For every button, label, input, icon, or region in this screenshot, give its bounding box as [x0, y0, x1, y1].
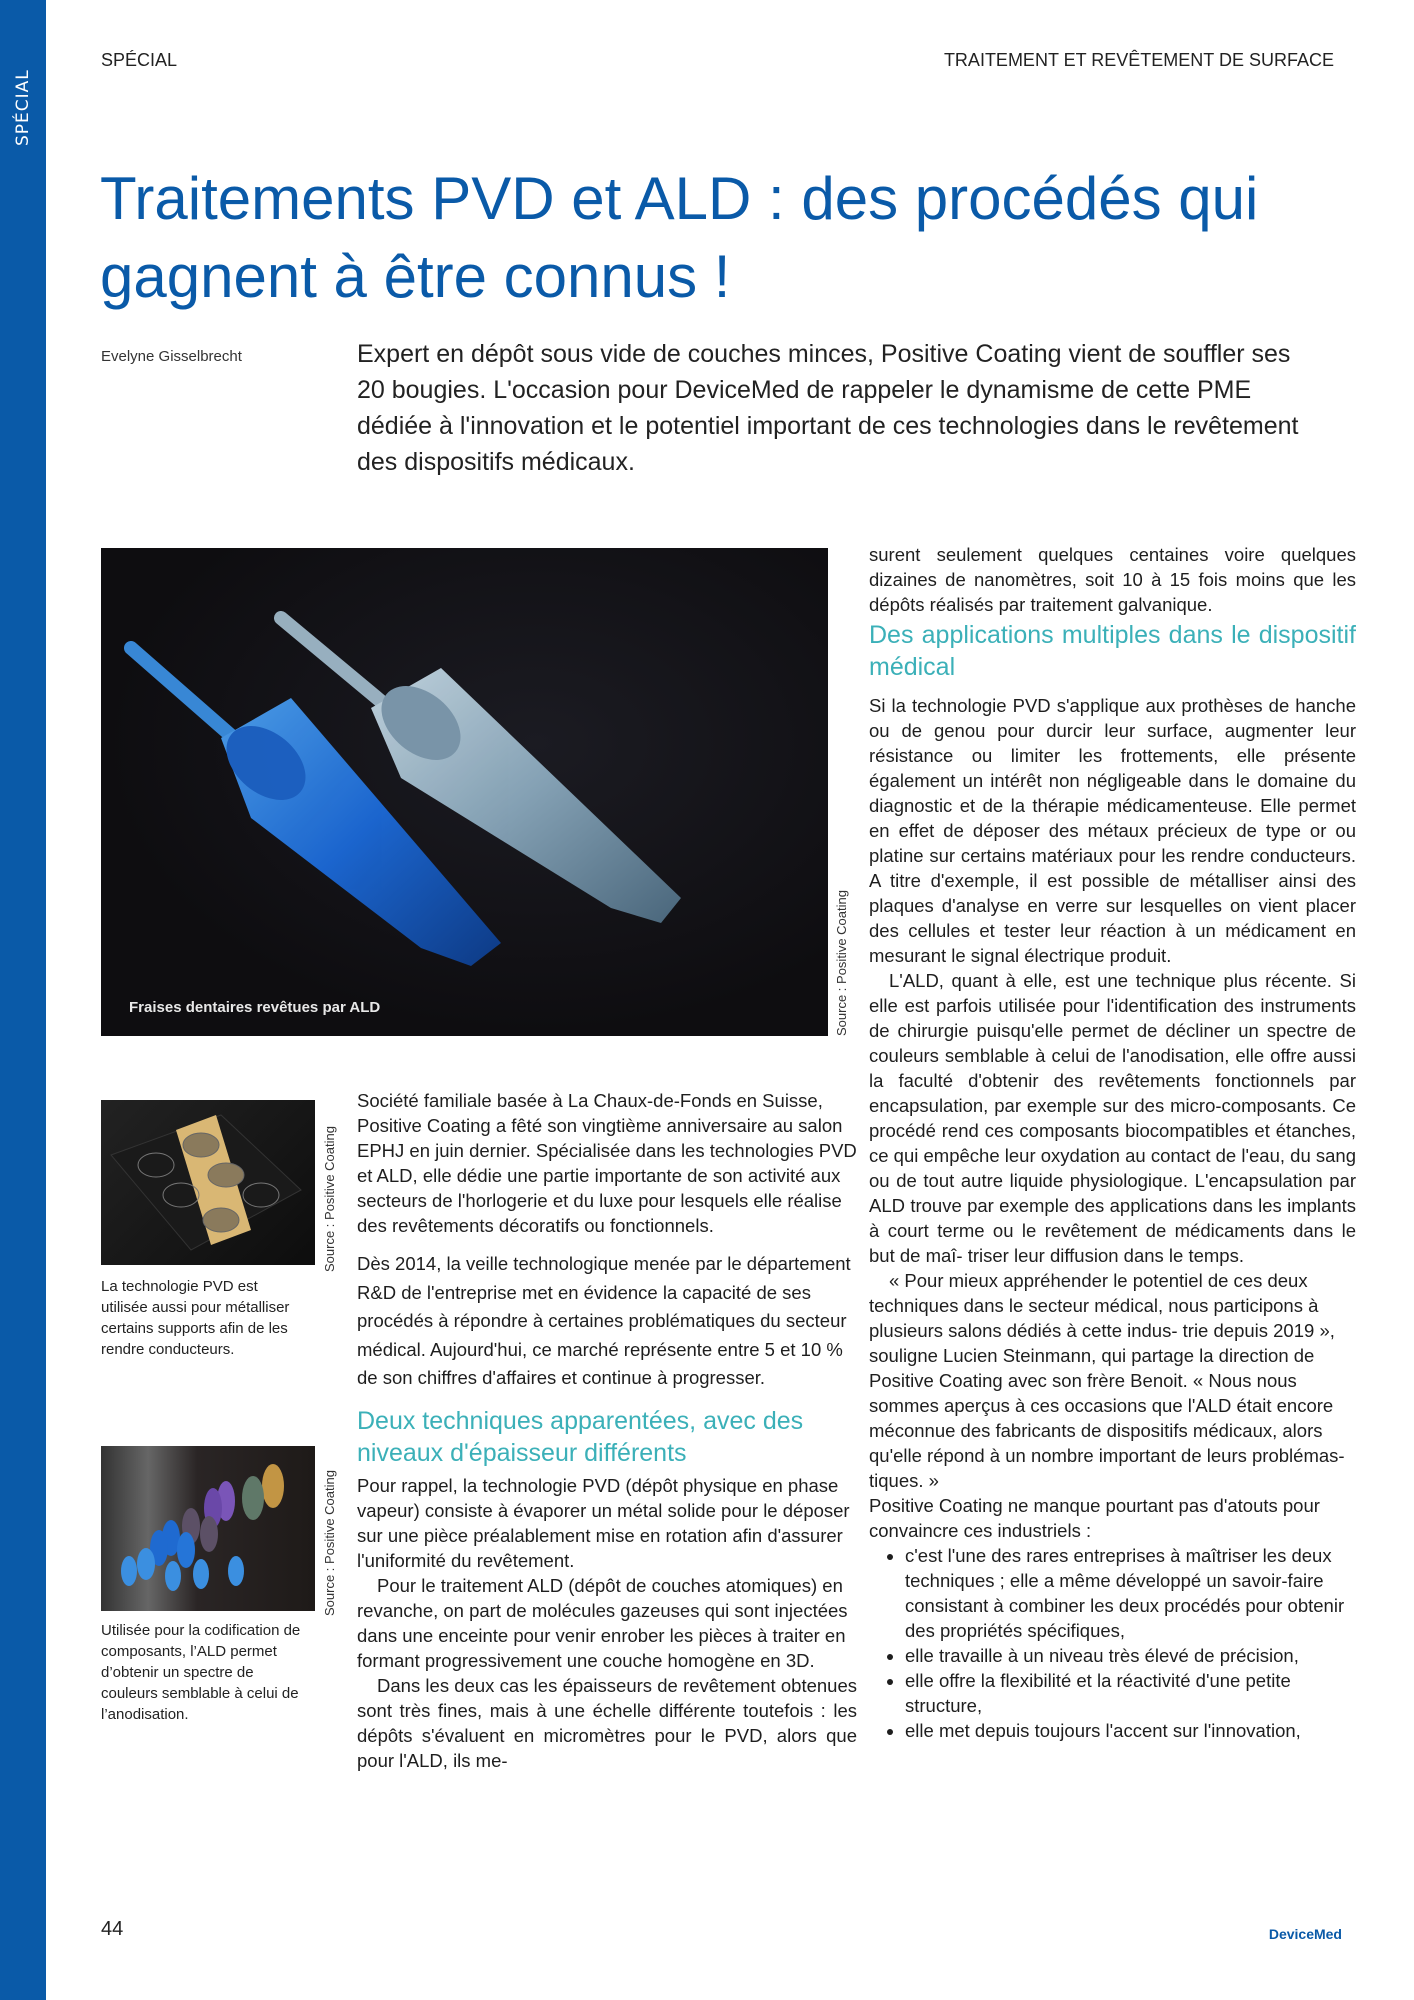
thumb2-caption: Utilisée pour la codification de composants, l’ALD permet d’obtenir un spectre de couleurs semblable à celui de l’anodisation.: [101, 1622, 301, 1723]
thumb1-caption: La technologie PVD est utilisée aussi pour métalliser certains supports afin de les rendre conducteurs.: [101, 1278, 290, 1358]
metallized-plate-photo: [101, 1100, 315, 1265]
running-header-section: SPÉCIAL: [101, 50, 178, 70]
components-illustration: [101, 1446, 315, 1611]
paragraph: Société familiale basée à La Chaux-de-Fonds en Suisse, Positive Coating a fêté son vingtième anniversaire au salon EPHJ en juin dernier. Spécialisée dans les technologies PVD et ALD, elle dédie une partie importante de son activité aux secteurs de l'horlogerie et du luxe pour lesquels elle réalise des revêtements décoratifs ou fonctionnels.: [357, 1090, 857, 1236]
right-column: [869, 542, 1356, 1743]
list-item: • c'est l'une des rares entreprises à maîtriser les deux techniques ; elle a même développé un savoir-faire consistant à combiner les deux procédés pour obtenir des propriétés spécifiques,: [905, 1543, 1356, 1643]
article-author: Evelyne Gisselbrecht: [101, 348, 242, 365]
list-item: • elle travaille à un niveau très élevé de précision,: [905, 1643, 1356, 1668]
middle-column: [357, 1088, 857, 1773]
paragraph: L'ALD, quant à elle, est une technique plus récente. Si elle est parfois utilisée pour l'identification des instruments de chirurgie puisqu'elle permet de décliner un spectre de couleurs semblable à celui de l'anodisation, elle offre aussi la faculté d'obtenir des revêtements fonctionnels par encapsulation, par exemple sur des micro-composants. Ce procédé rend ces composants biocompatibles et étanches, ce qui empêche leur oxydation au contact de l'eau, du sang ou de tout autre liquide physiologique. L'encapsulation par ALD trouve par exemple des applications dans les implants à court terme ou le revêtement de médicaments dans le but de maî- triser leur diffusion dans le temps.: [869, 970, 1356, 1266]
thumb1-source-credit: Source : Positive Coating: [322, 1126, 337, 1272]
paragraph: Dès 2014, la veille technologique menée par le département R&D de l'entreprise met en évidence la capacité de ses procédés à répondre à certaines problématiques du secteur médical. Aujourd'hui, ce marché représente entre 5 et 10 % de son chiffres d'affaires et continue à progresser.: [357, 1253, 851, 1388]
plate-illustration: [101, 1100, 315, 1265]
paragraph: Pour le traitement ALD (dépôt de couches atomiques) en revanche, on part de molécules gazeuses qui sont injectées dans une enceinte pour venir enrober les pièces à traiter en formant progressivement une couche homogène en 3D.: [357, 1574, 848, 1671]
paragraph: Pour rappel, la technologie PVD (dépôt physique en phase vapeur) consiste à évaporer un métal solide pour le déposer sur une pièce préalablement mise en rotation afin d'assurer l'uniformité du revêtement.: [357, 1474, 850, 1571]
brand-logo: DeviceMed: [1268, 1926, 1342, 1942]
section-side-band: [0, 0, 46, 2000]
paragraph: surent seulement quelques centaines voire quelques dizaines de nanomètres, soit 10 à 15 fois moins que les dépôts réalisés par traitement galvanique.: [869, 544, 1356, 615]
thumb2-source-credit: Source : Positive Coating: [322, 1470, 337, 1616]
hero-photo: [101, 548, 828, 1036]
list-item: • elle met depuis toujours l'accent sur l'innovation,: [905, 1718, 1356, 1743]
section-side-label: SPÉCIAL: [13, 69, 33, 147]
page-number: 44: [101, 1918, 124, 1940]
paragraph: Positive Coating ne manque pourtant pas d'atouts pour convaincre ces industriels :: [869, 1495, 1320, 1541]
hero-source-credit: Source : Positive Coating: [834, 890, 849, 1036]
hero-caption: Fraises dentaires revêtues par ALD: [129, 999, 381, 1016]
paragraph: Dans les deux cas les épaisseurs de revêtement obtenues sont très fines, mais à une échelle différente toutefois : les dépôts s'évaluent en micromètres pour le PVD, alors que pour l'ALD, ils me-: [357, 1674, 857, 1771]
dental-burs-illustration: [101, 548, 828, 1036]
paragraph: Si la technologie PVD s'applique aux prothèses de hanche ou de genou pour durcir leur surface, augmenter leur résistance ou limiter les frottements, elle présente également un intérêt non négligeable dans le domaine du diagnostic et de la thérapie médicamenteuse. Elle permet en effet de déposer des métaux précieux de type or ou platine sur certains matériaux pour les rendre conducteurs. A titre d'exemple, il est possible de métalliser ainsi des plaques d'analyse en verre sur lesquelles on vient placer des cellules et tester leur réaction à un médicament en mesurant le signal électrique produit.: [869, 695, 1356, 966]
advantages-list: [869, 1543, 1356, 1743]
article-lead: Expert en dépôt sous vide de couches minces, Positive Coating vient de souffler ses 20 bougies. L'occasion pour DeviceMed de rappeler le dynamisme de cette PME dédiée à l'innovation et le potentiel important de ces technologies dans le revêtement des dispositifs médicaux.: [357, 340, 1299, 476]
list-item: • elle offre la flexibilité et la réactivité d'une petite structure,: [905, 1668, 1356, 1718]
running-header-topic: TRAITEMENT ET REVÊTEMENT DE SURFACE: [943, 50, 1334, 70]
article-title: Traitements PVD et ALD : des procédés qui gagnent à être connus !: [100, 165, 1259, 310]
section-heading: Des applications multiples dans le dispositif médical: [869, 621, 1356, 681]
section-heading: Deux techniques apparentées, avec des niveaux d'épaisseur différents: [357, 1406, 804, 1467]
colored-components-photo: [101, 1446, 315, 1611]
quote-paragraph: « Pour mieux appréhender le potentiel de ces deux techniques dans le secteur médical, nous participons à plusieurs salons dédiés à cette indus- trie depuis 2019 », souligne Lucien Steinmann, qui partage la direction de Positive Coating avec son frère Benoit. « Nous nous sommes aperçus à ces occasions que l'ALD était encore méconnue des fabricants de dispositifs médicaux, alors qu'elle répond à un nombre important de leurs problémas- tiques. »: [869, 1270, 1345, 1491]
